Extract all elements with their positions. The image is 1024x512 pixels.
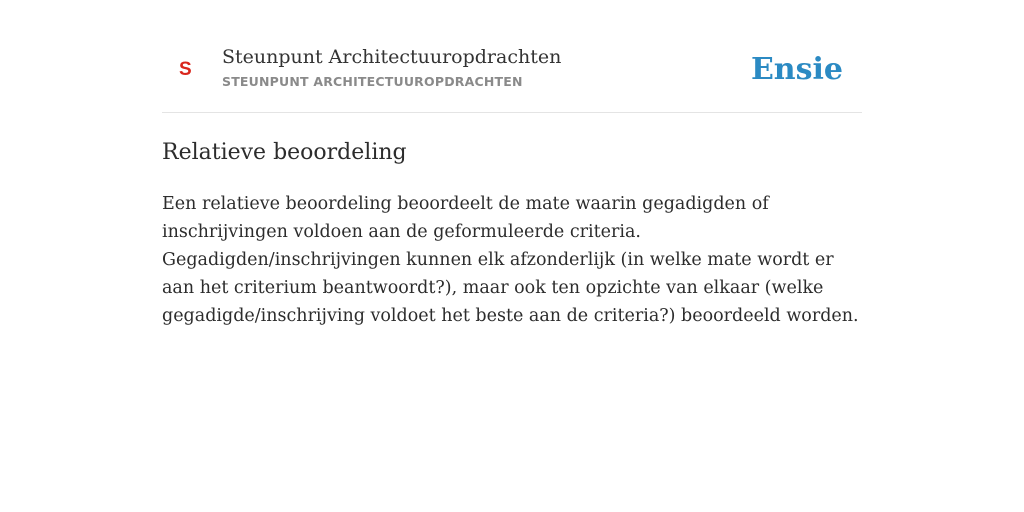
organization-name[interactable]: Steunpunt Architectuuropdrachten [222, 46, 562, 68]
article-title: Relatieve beoordeling [162, 140, 407, 165]
article [162, 138, 862, 330]
page [162, 0, 862, 330]
ensie-brand-link[interactable]: Ensie [750, 52, 843, 87]
organization-logo[interactable]: S [179, 59, 192, 80]
organization-subtitle: STEUNPUNT ARCHITECTUUROPDRACHTEN [222, 74, 523, 89]
article-body: Een relatieve beoordeling beoordeelt de mate waarin gegadigden of inschrijvingen voldoen aan de geformuleerde criteria. Gegadigden/inschrijvingen kunnen elk afzonderlijk (in welke mate wordt er aan het criterium beantwoordt?), maar ook ten opzichte van elkaar (welke gegadigde/inschrijving voldoet het beste aan de criteria?) beoordeeld worden. [162, 194, 859, 326]
header [162, 0, 862, 113]
